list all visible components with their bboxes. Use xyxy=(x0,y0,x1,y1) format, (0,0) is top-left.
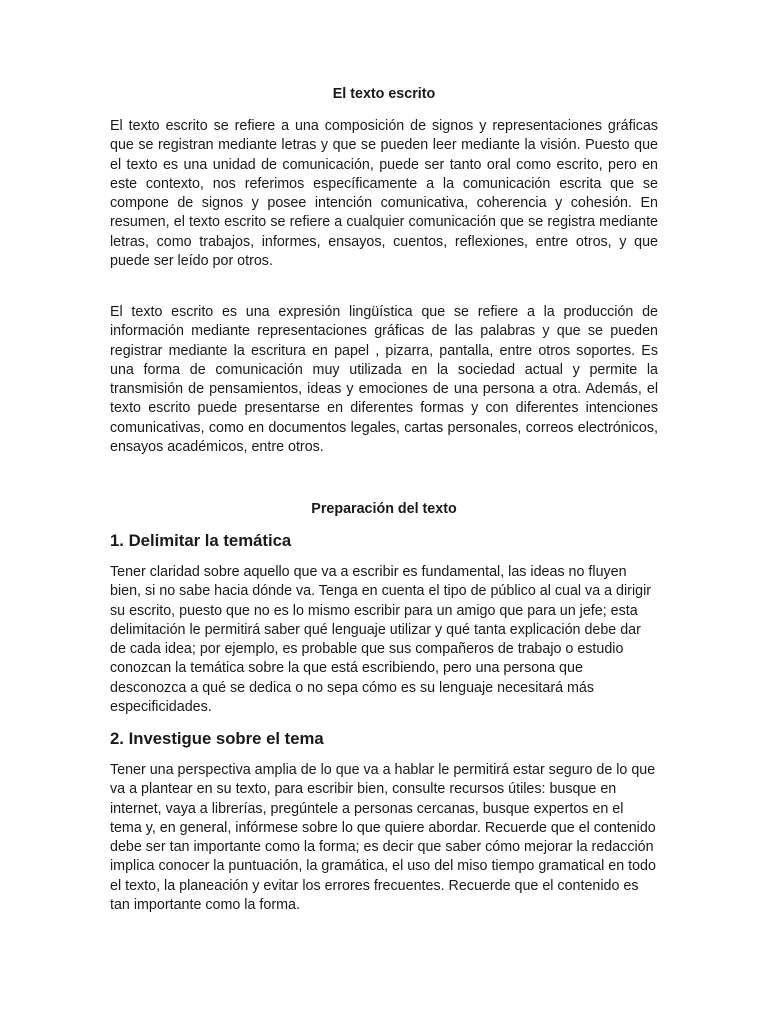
document-page xyxy=(110,0,658,1024)
step-heading-1: 1. Delimitar la temática xyxy=(110,531,292,550)
step-body-2: Tener una perspectiva amplia de lo que va a hablar le permitirá estar seguro de lo que va a plantear en su texto, para escribir bien, consulte recursos útiles: busque en internet, vaya a librerías, pregúntele a personas cercanas, busque expertos en el tema y, en general, infórmese sobre lo que quiere abordar. Recuerde que el contenido debe ser tan importante como la forma; es decir que saber cómo mejorar la redacción implica conocer la puntuación, la gramática, el uso del miso tiempo gramatical en todo el texto, la planeación y evitar los errores frecuentes. Recuerde que el contenido es tan importante como la forma. xyxy=(110,762,656,914)
step-heading-2: 2. Investigue sobre el tema xyxy=(110,729,324,748)
document-title: El texto escrito xyxy=(332,86,436,102)
intro-paragraph-2: El texto escrito es una expresión lingüística que se refiere a la producción de información mediante representaciones gráficas de las palabras y que se pueden registrar mediante la escritura en papel , pizarra, pantalla, entre otros soportes. Es una forma de comunicación muy utilizada en la sociedad actual y permite la transmisión de pensamientos, ideas y emociones de una persona a otra. Además, el texto escrito puede presentarse en diferentes formas y con diferentes intenciones comunicativas, como en documentos legales, cartas personales, correos electrónicos, ensayos académicos, entre otros. xyxy=(110,304,658,456)
intro-paragraph-1: El texto escrito se refiere a una composición de signos y representaciones gráficas que se registran mediante letras y que se pueden leer mediante la visión. Puesto que el texto es una unidad de comunicación, puede ser tanto oral como escrito, pero en este contexto, nos referimos específicamente a la comunicación escrita que se compone de signos y posee intención comunicativa, coherencia y cohesión. En resumen, el texto escrito se refiere a cualquier comunicación que se registra mediante letras, como trabajos, informes, ensayos, cuentos, reflexiones, entre otros, y que puede ser leído por otros. xyxy=(110,118,658,270)
section-title: Preparación del texto xyxy=(311,501,457,517)
step-body-1: Tener claridad sobre aquello que va a escribir es fundamental, las ideas no fluyen bien, si no sabe hacia dónde va. Tenga en cuenta el tipo de público al cual va a dirigir su escrito, puesto que no es lo mismo escribir para un amigo que para un jefe; esta delimitación le permitirá saber qué lenguaje utilizar y qué tanta explicación debe dar de cada idea; por ejemplo, es probable que sus compañeros de trabajo o estudio conozcan la temática sobre la que está escribiendo, pero una persona que desconozca a qué se dedica o no sepa cómo es su lenguaje necesitará más especificidades. xyxy=(110,564,652,716)
